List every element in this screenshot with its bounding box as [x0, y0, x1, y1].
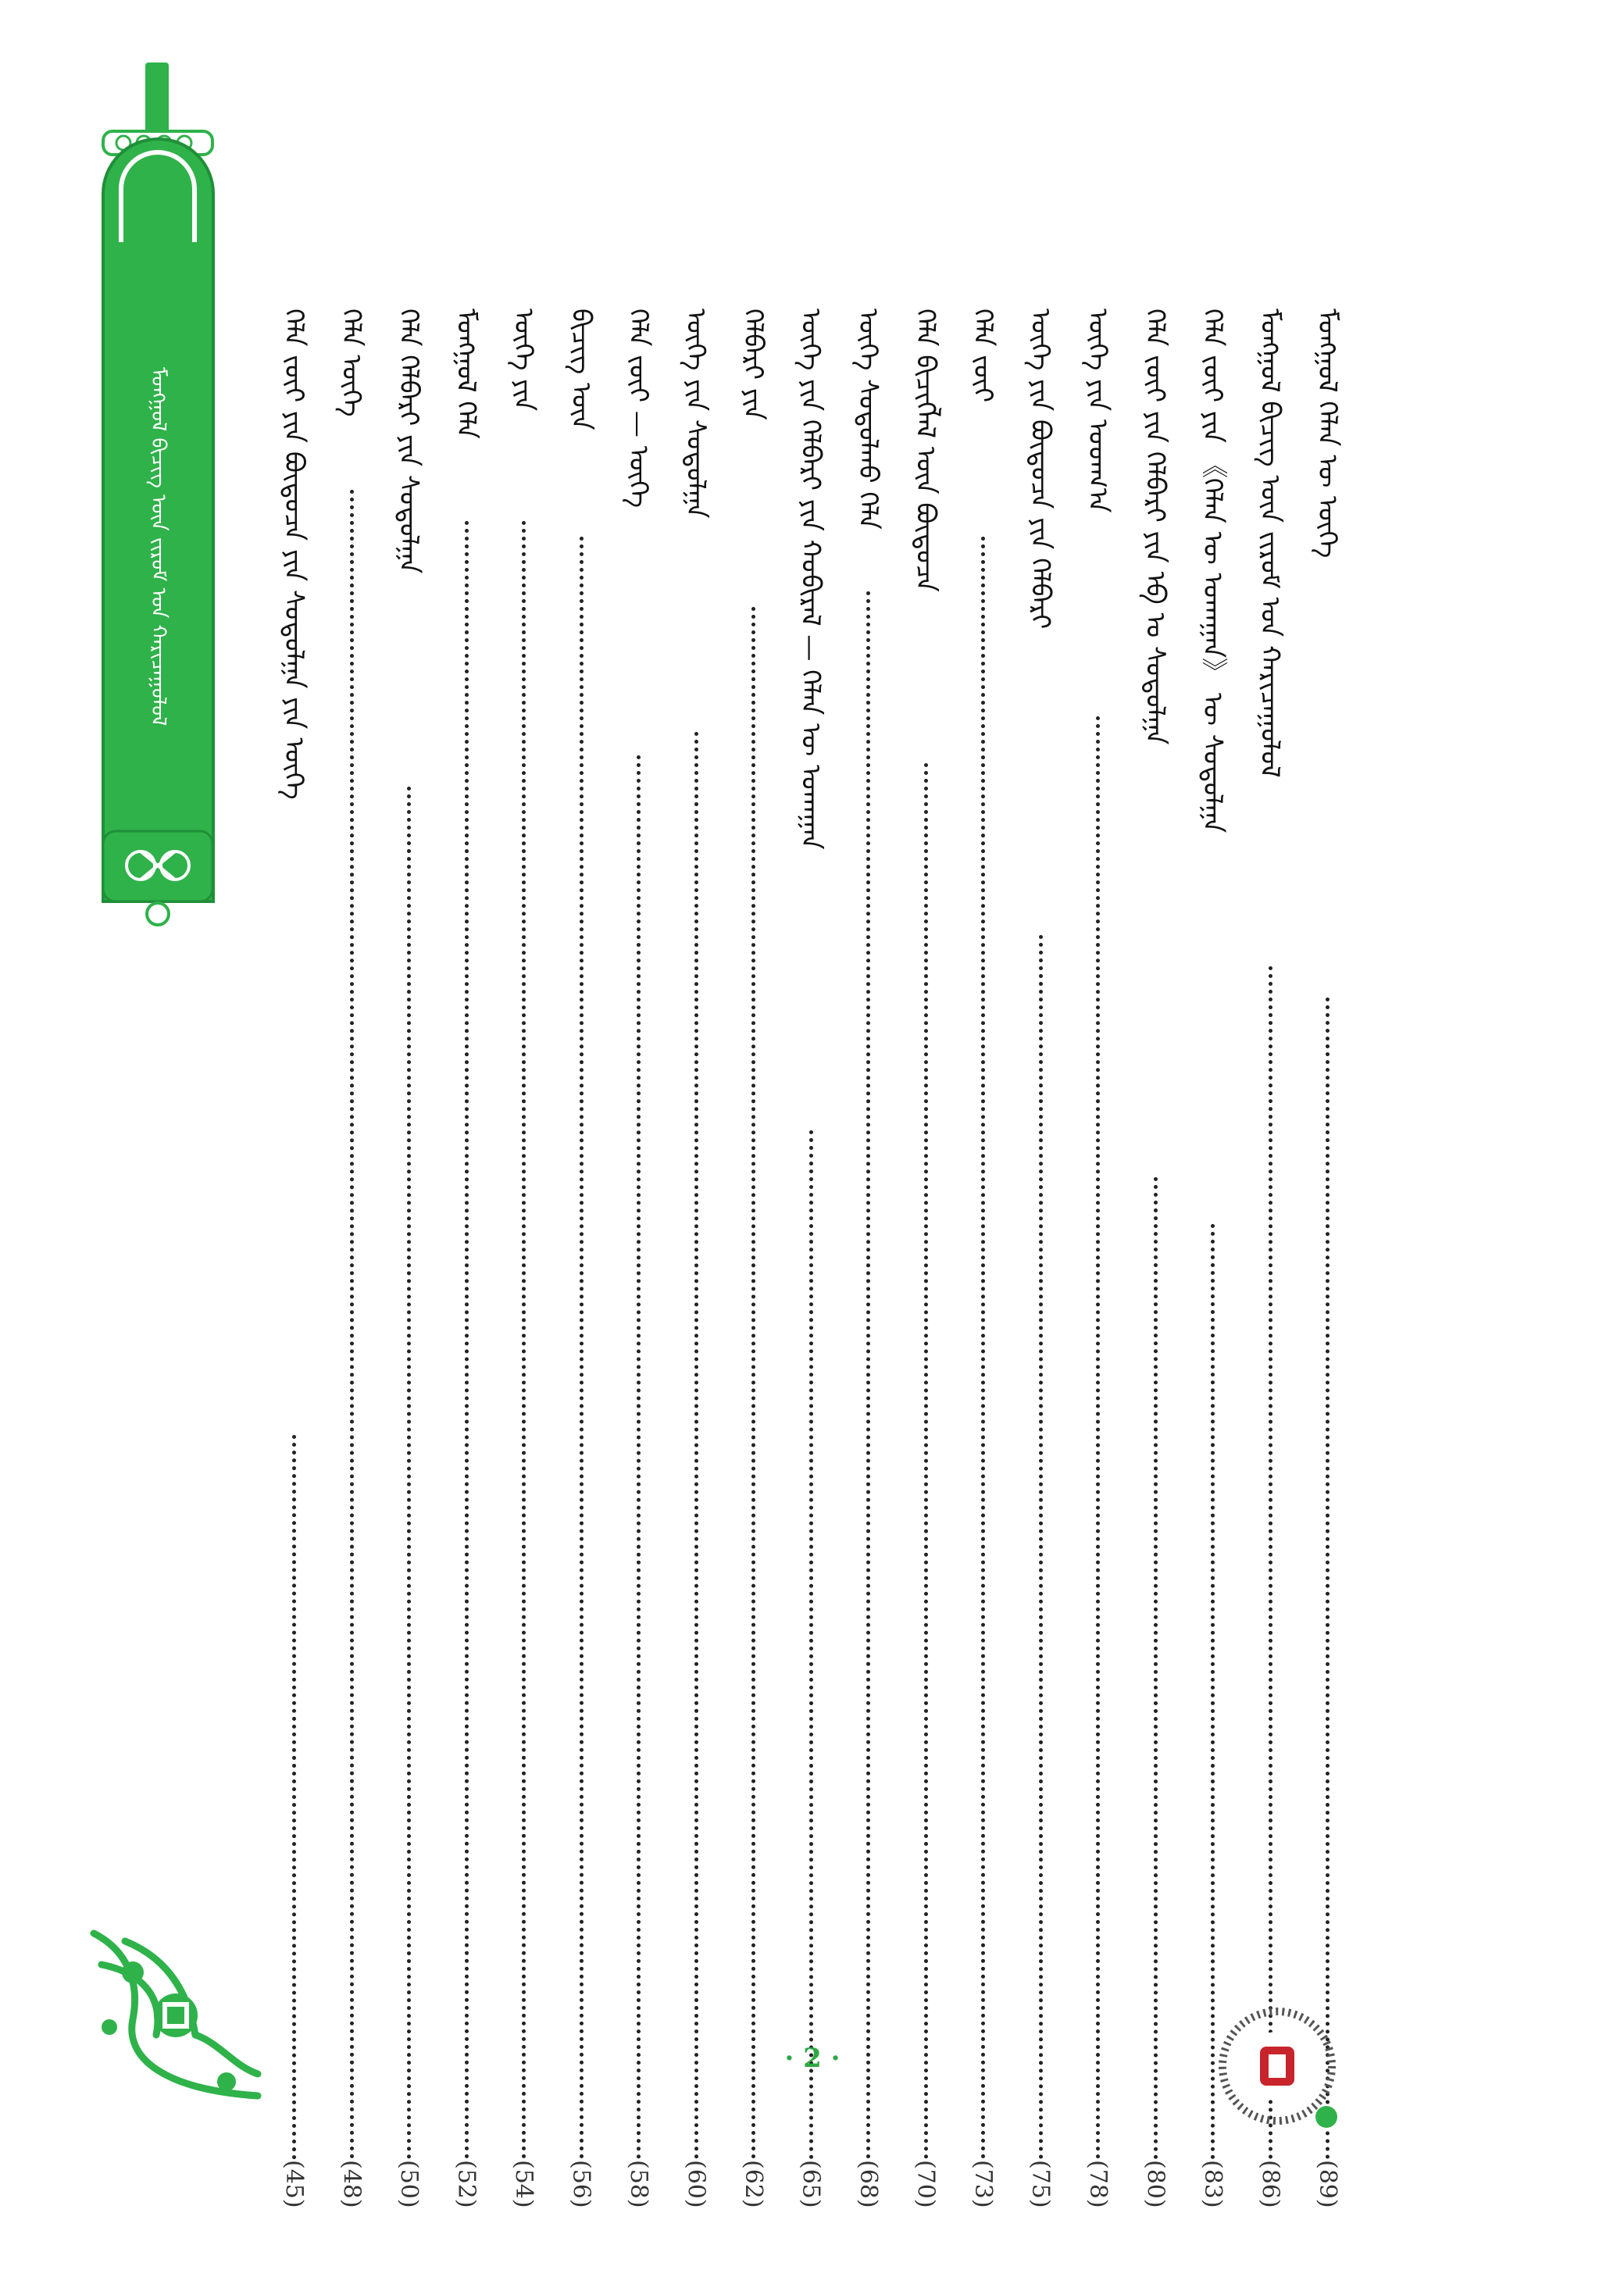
- toc-entry-title: ᠦᠭᠡ ᠰᠤᠳᠤᠯᠬᠤ ᠬᠡᠯᠡ: [852, 309, 883, 530]
- toc-entry[interactable]: [448, 309, 485, 2208]
- toc-dot-leader: [809, 1130, 813, 2160]
- toc-dot-leader: [694, 732, 698, 2160]
- toc-dot-leader: [292, 1435, 296, 2160]
- floral-corner-ornament-icon: [78, 1918, 273, 2113]
- toc-entry-page: (70): [912, 2160, 940, 2208]
- toc-dot-leader: [1269, 966, 1272, 2160]
- toc-entry[interactable]: [1251, 309, 1289, 2208]
- toc-dot-leader: [637, 755, 641, 2160]
- toc-entry-title: ᠬᠡᠯᠡ ᠵᠦᠢ ᠶᠢᠨ 《ᠬᠡᠯᠡᠨ ᠦ ᠤᠬᠠᠭᠠᠨ》 ᠦ ᠰᠤᠳᠤᠯᠭᠠ: [1197, 309, 1228, 833]
- banner-arch: [119, 150, 197, 242]
- toc-entry-title: ᠬᠡᠯᠡ ᠪᠢᠴᠢᠭᠯᠡᠯ ᠦᠨ ᠪᠦᠲᠦᠴᠡ: [909, 309, 941, 592]
- toc-dot-leader: [465, 521, 469, 2160]
- toc-entry-title: ᠬᠡᠯᠡ ᠦᠭᠡ: [335, 309, 367, 417]
- toc-dot-leader: [1096, 716, 1100, 2160]
- toc-entry[interactable]: [275, 309, 312, 2208]
- toc-entry[interactable]: [792, 309, 830, 2208]
- toc-entry[interactable]: [1137, 309, 1174, 2208]
- toc-entry-page: (58): [625, 2160, 652, 2208]
- toc-entry-title: ᠮᠣᠩᠭᠣᠯ ᠬᠡᠯᠡ: [450, 309, 482, 439]
- toc-entry-page: (45): [280, 2160, 308, 2208]
- toc-entry-page: (65): [797, 2160, 825, 2208]
- toc-entry-title: ᠦᠭᠡ ᠶᠢᠨ ᠪᠦᠲᠦᠴᠡ ᠶᠢᠨ ᠬᠡᠯᠪᠡᠷᠢ: [1024, 309, 1056, 630]
- toc-entry[interactable]: [333, 309, 370, 2208]
- toc-entry[interactable]: [390, 309, 427, 2208]
- toc-entry-page: (48): [337, 2160, 366, 2208]
- toc-entry-title: ᠬᠡᠯᠡ ᠵᠦᠢ — ᠦᠭᠡ: [623, 309, 654, 509]
- toc-entry-page: (68): [855, 2160, 882, 2208]
- toc-entry[interactable]: [1022, 309, 1059, 2208]
- publisher-qr-badge-icon[interactable]: [1211, 2000, 1344, 2133]
- toc-dot-leader: [1154, 1177, 1158, 2160]
- toc-entry-page: (56): [567, 2160, 595, 2208]
- toc-dot-leader: [407, 787, 411, 2160]
- toc-entry[interactable]: [1194, 309, 1231, 2208]
- toc-entry-page: (83): [1199, 2160, 1226, 2208]
- toc-entry[interactable]: [1079, 309, 1116, 2208]
- toc-dot-leader: [350, 490, 354, 2160]
- toc-entry-page: (78): [1084, 2160, 1112, 2208]
- toc-entry-page: (52): [452, 2160, 480, 2208]
- toc-entry[interactable]: [619, 309, 657, 2208]
- toc-entry-page: (60): [682, 2160, 710, 2208]
- toc-entry-page: (89): [1314, 2160, 1341, 2208]
- endless-knot-icon: [100, 828, 216, 930]
- toc-entry-title: ᠬᠡᠯᠡ ᠵᠦᠢ: [967, 309, 998, 403]
- toc-dot-leader: [522, 521, 526, 2160]
- toc-entry[interactable]: [907, 309, 944, 2208]
- toc-entry-title: ᠦᠭᠡ ᠶᠢᠨ: [508, 309, 539, 412]
- toc-dot-leader: [1326, 998, 1330, 2160]
- toc-entry-page: (50): [395, 2160, 423, 2208]
- toc-entry-page: (86): [1256, 2160, 1284, 2208]
- toc-dot-leader: [981, 537, 985, 2160]
- toc-dot-leader: [1039, 935, 1043, 2160]
- toc-entry[interactable]: [677, 309, 715, 2208]
- toc-entry-title: ᠦᠭᠡ ᠶᠢᠨ ᠤᠳᠬ᠎ᠠ: [1082, 309, 1113, 513]
- toc-entry-title: ᠬᠡᠯᠡ ᠵᠦᠢ ᠶᠢᠨ ᠪᠦᠲᠦᠴᠡ ᠶᠢᠨ ᠰᠤᠳᠤᠯᠭᠠ ᠶᠢᠨ ᠦᠭᠡ: [278, 309, 309, 800]
- toc-entry-page: (80): [1141, 2160, 1169, 2208]
- toc-dot-leader: [866, 591, 870, 2160]
- toc-entry-title: ᠮᠣᠩᠭᠣᠯ ᠬᠡᠯᠡᠨ ᠦ ᠦᠭᠡ: [1312, 309, 1343, 559]
- book-title-text: ᠮᠣᠩᠭᠣᠯ ᠪᠢᠴᠢᠭ ᠦᠨ ᠵᠢᠷᠤᠮ ᠤᠨ ᠬᠠᠷᠢᠴᠠᠭᠤᠯᠤᠯ: [146, 367, 170, 726]
- book-title: [109, 266, 207, 828]
- toc-entry-title: ᠦᠭᠡ ᠶᠢᠨ ᠰᠤᠳᠤᠯᠭᠠ: [680, 309, 712, 519]
- toc-entry[interactable]: [849, 309, 887, 2208]
- toc-entry[interactable]: [505, 309, 542, 2208]
- toc-entry[interactable]: [562, 309, 600, 2208]
- toc-entry[interactable]: [964, 309, 1001, 2208]
- toc-entry-page: (54): [510, 2160, 537, 2208]
- toc-entry-title: ᠮᠣᠩᠭᠣᠯ ᠪᠢᠴᠢᠭ ᠦᠨ ᠵᠢᠷᠤᠮ ᠤᠨ ᠬᠠᠷᠢᠴᠠᠭᠤᠯᠤᠯ: [1254, 309, 1286, 778]
- toc-entry-title: ᠦᠭᠡ ᠶᠢᠨ ᠬᠡᠯᠪᠡᠷᠢ ᠶᠢᠨ ᠬᠤᠪᠢᠷᠠᠯ — ᠬᠡᠯᠡᠨ ᠦ ᠤᠬᠠᠭᠠᠨ: [794, 309, 826, 850]
- toc-entry-title: ᠬᠡᠯᠡ ᠬᠡᠯᠪᠡᠷᠢ ᠶᠢᠨ ᠰᠤᠳᠤᠯᠭᠠ: [393, 309, 424, 574]
- toc-entry-title: ᠬᠡᠯᠪᠡᠷᠢ ᠶᠢᠨ: [737, 309, 769, 420]
- toc-dot-leader: [924, 763, 928, 2160]
- toc-entry[interactable]: [734, 309, 772, 2208]
- toc-entry-page: (73): [969, 2160, 997, 2208]
- toc-dot-leader: [580, 537, 584, 2160]
- toc-entry[interactable]: [1308, 309, 1346, 2208]
- toc-entry-title: ᠬᠡᠯᠡ ᠵᠦᠢ ᠶᠢᠨ ᠬᠡᠯᠪᠡᠷᠢ ᠶᠢᠨ ᠡᠪ ᠤ ᠰᠤᠳᠤᠯᠭᠠ: [1139, 309, 1171, 745]
- toc-entry-page: (62): [740, 2160, 767, 2208]
- page-number: · 2 ·: [784, 2043, 841, 2074]
- toc-dot-leader: [751, 607, 755, 2160]
- toc-entry-title: ᠪᠢᠴᠢᠭ ᠦᠨ: [565, 309, 597, 430]
- toc-entry-page: (75): [1026, 2160, 1055, 2208]
